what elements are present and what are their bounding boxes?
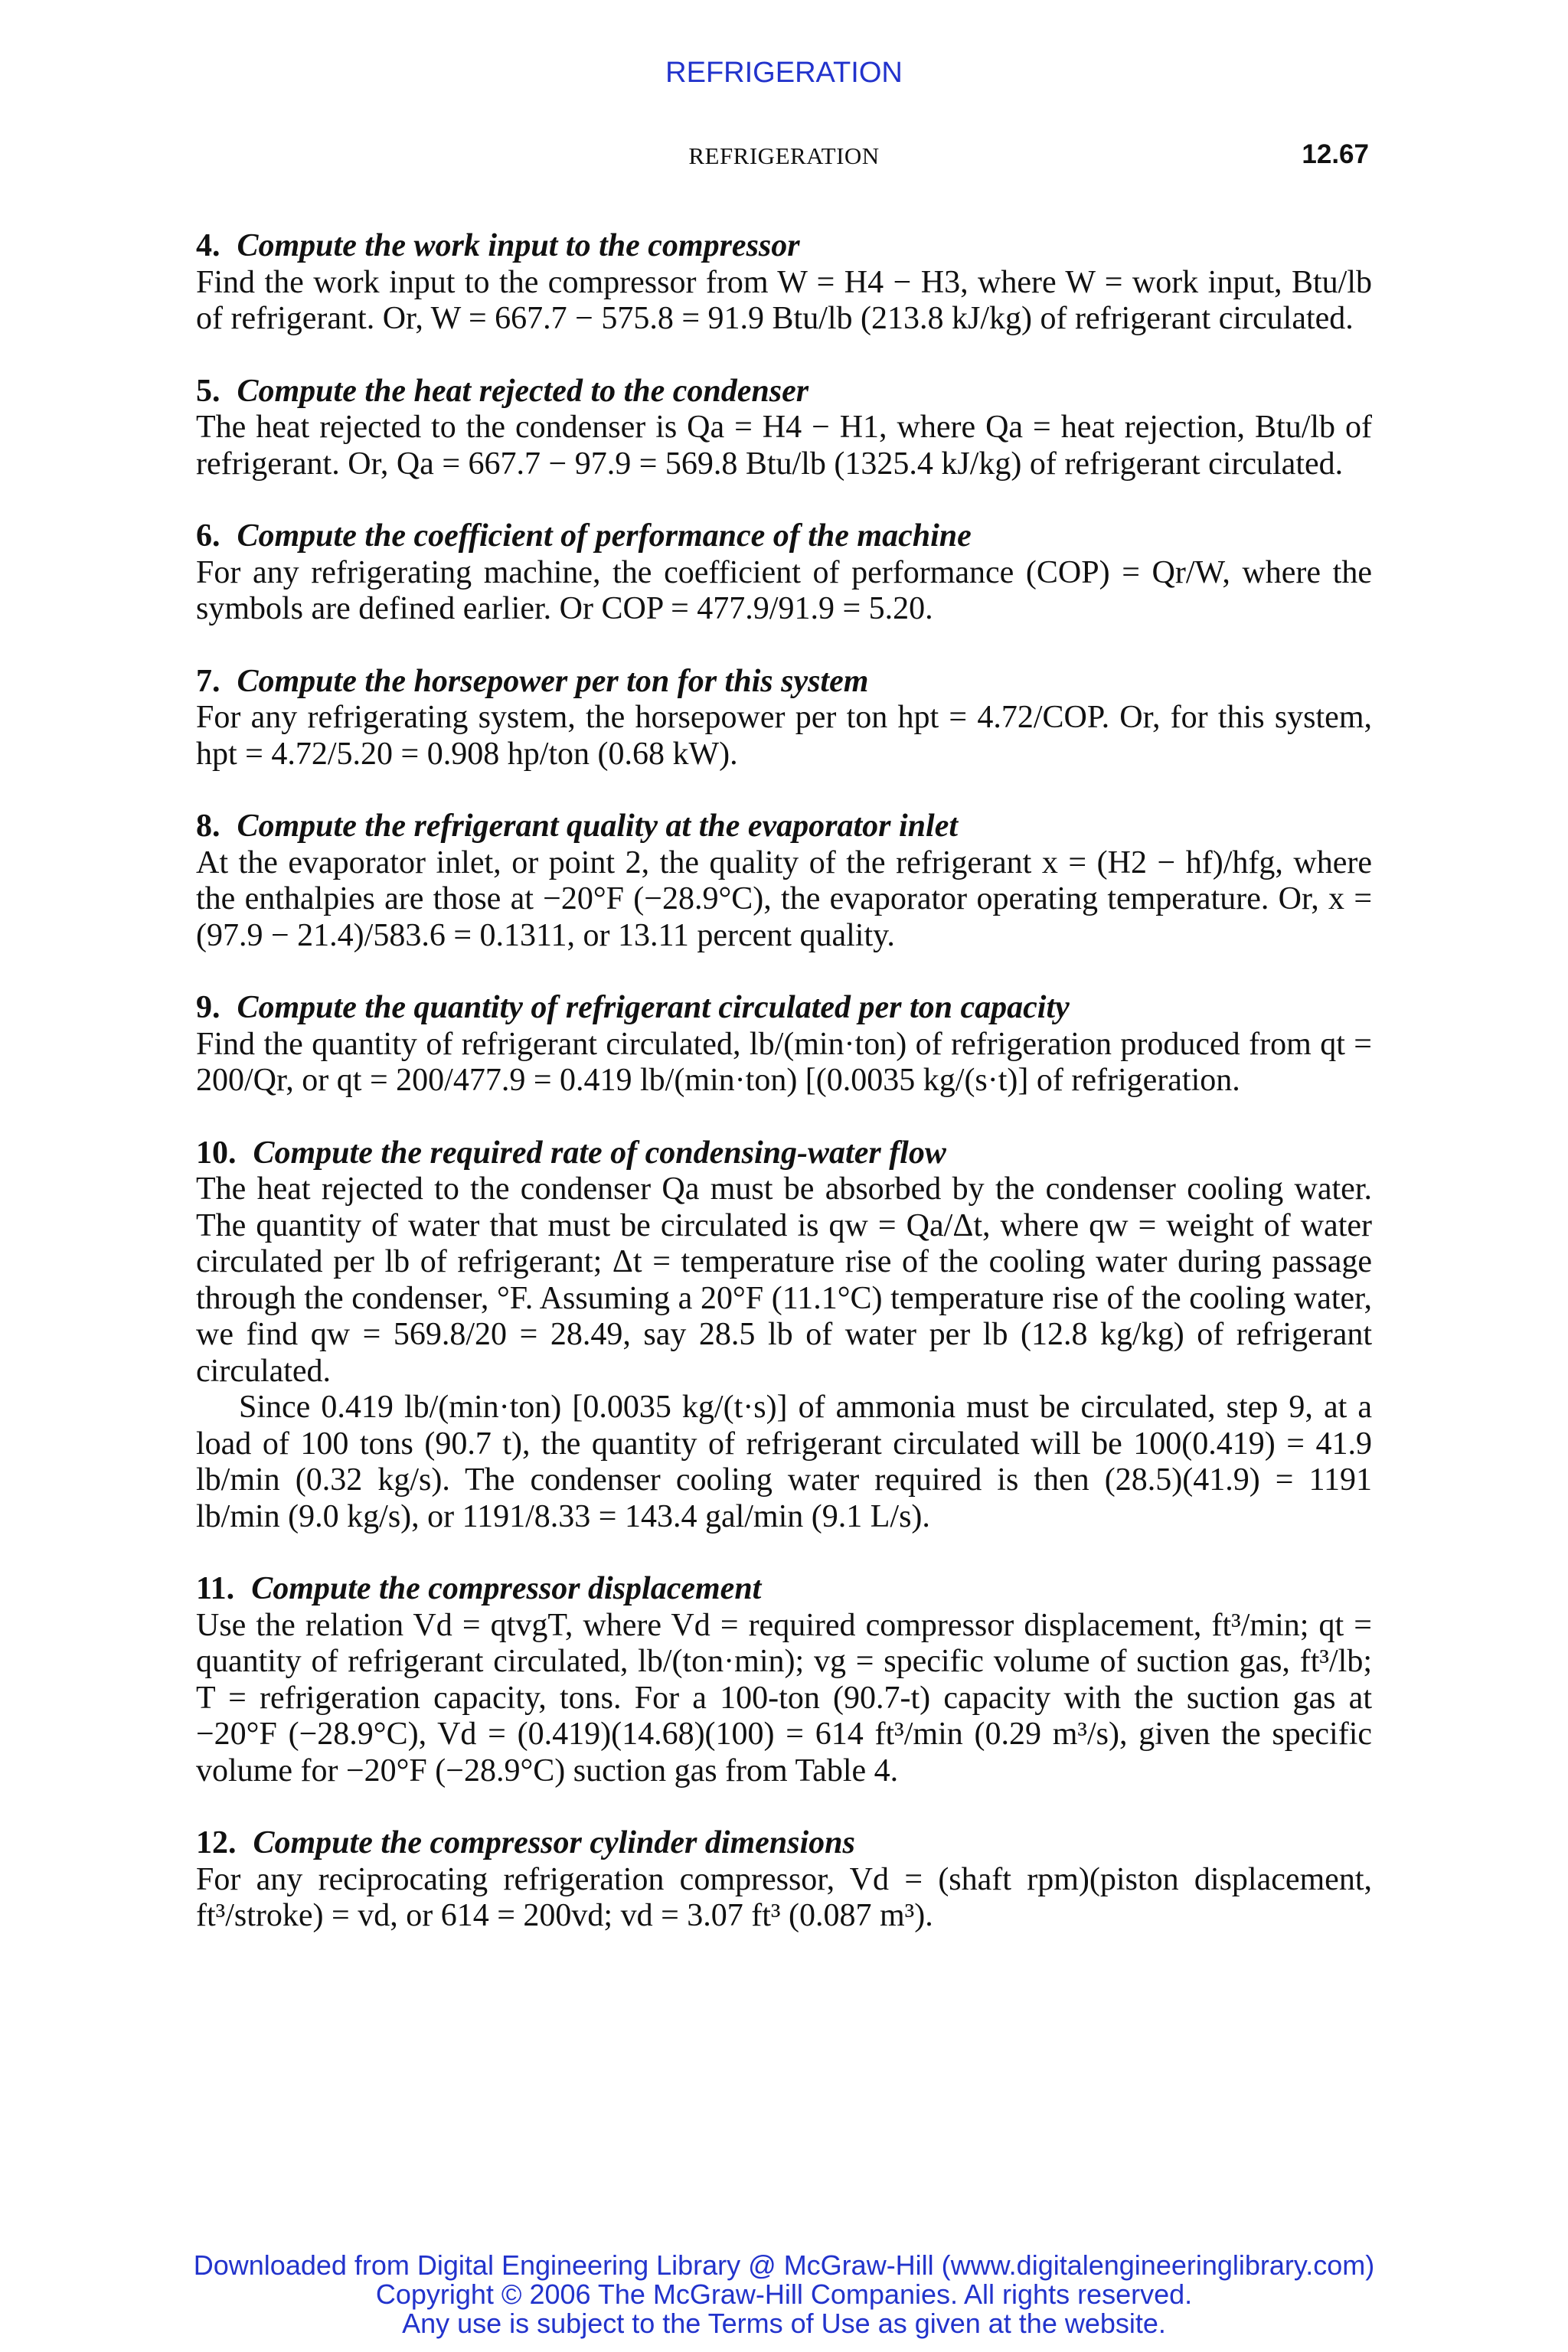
step-9 (196, 990, 1372, 1099)
step-paragraph: The heat rejected to the condenser Qa must be absorbed by the condenser cooling water. The quantity of water that must be circulated is qw = Qa/Δt, where qw = weight of water circulated per lb of refrigerant; Δt = temperature rise of the cooling water during passage through the condenser, °F. Assuming a 20°F (11.1°C) temperature rise of the cooling water, we find qw = 569.8/20 = 28.49, say 28.5 lb of water per lb (12.8 kg/kg) of refrigerant circulated. (196, 1171, 1372, 1389)
step-heading (196, 990, 1372, 1027)
footer-copyright: Copyright © 2006 The McGraw-Hill Companies. All rights reserved. (375, 2278, 1193, 2310)
page-body (196, 228, 1372, 1971)
step-paragraph: Find the quantity of refrigerant circulated, lb/(min·ton) of refrigeration produced from qt = 200/Qr, or qt = 200/477.9 = 0.419 lb/(min·ton) [(0.0035 kg/(s·t)] of refrigeration. (196, 1026, 1372, 1098)
step-number: 10. (196, 1135, 237, 1171)
step-title: Compute the refrigerant quality at the evaporator inlet (237, 808, 959, 844)
page-number: 12.67 (1302, 139, 1369, 169)
step-6 (196, 518, 1372, 628)
step-heading (196, 808, 1372, 845)
step-title: Compute the heat rejected to the condenser (237, 373, 809, 409)
step-heading (196, 1135, 1372, 1172)
footer-download-link[interactable]: Downloaded from Digital Engineering Library @ McGraw-Hill (www.digitalengineeringlibrary.com) (193, 2249, 1375, 2281)
step-paragraph: Since 0.419 lb/(min·ton) [0.0035 kg/(t·s)] of ammonia must be circulated, step 9, at a load of 100 tons (90.7 t), the quantity of refrigerant circulated will be 100(0.419) = 41.9 lb/min (0.32 kg/s). The condenser cooling water required is then (28.5)(41.9) = 1191 lb/min (9.0 kg/s), or 1191/8.33 = 143.4 gal/min (9.1 L/s). (196, 1390, 1372, 1534)
step-5 (196, 374, 1372, 483)
step-heading (196, 664, 1372, 701)
step-4 (196, 228, 1372, 338)
step-paragraph: For any reciprocating refrigeration compressor, Vd = (shaft rpm)(piston displacement, ft³/stroke) = vd, or 614 = 200vd; vd = 3.07 ft³ (0.087 m³). (196, 1861, 1372, 1933)
step-number: 7. (196, 663, 220, 699)
chapter-link[interactable]: REFRIGERATION (665, 57, 903, 89)
step-number: 12. (196, 1825, 237, 1860)
step-heading (196, 1571, 1372, 1608)
step-number: 11. (196, 1571, 235, 1606)
step-11 (196, 1571, 1372, 1789)
footer-terms-link[interactable]: Any use is subject to the Terms of Use as given at the website. (402, 2308, 1166, 2339)
step-number: 9. (196, 990, 220, 1025)
step-number: 6. (196, 518, 220, 554)
step-title: Compute the compressor cylinder dimensions (253, 1825, 855, 1860)
step-paragraph: Use the relation Vd = qtvgT, where Vd = required compressor displacement, ft³/min; qt = quantity of refrigerant circulated, lb/(ton·min); vg = specific volume of suction gas, ft³/lb; T = refrigeration capacity, tons. For a 100-ton (90.7-t) capacity with the suction gas at −20°F (−28.9°C), Vd = (0.419)(14.68)(100) = 614 ft³/min (0.29 m³/s), given the specific volume for −20°F (−28.9°C) suction gas from Table 4. (196, 1607, 1372, 1788)
step-paragraph: Find the work input to the compressor from W = H4 − H3, where W = work input, Btu/lb of refrigerant. Or, W = 667.7 − 575.8 = 91.9 Btu/lb (213.8 kJ/kg) of refrigerant circulated. (196, 264, 1372, 336)
step-heading (196, 374, 1372, 410)
step-title: Compute the horsepower per ton for this system (237, 663, 869, 699)
step-8 (196, 808, 1372, 954)
step-heading (196, 1825, 1372, 1862)
step-paragraph: For any refrigerating machine, the coefficient of performance (COP) = Qr/W, where the symbols are defined earlier. Or COP = 477.9/91.9 = 5.20. (196, 554, 1372, 626)
step-number: 4. (196, 228, 220, 263)
step-7 (196, 664, 1372, 773)
step-heading (196, 228, 1372, 265)
step-title: Compute the work input to the compressor (237, 228, 800, 263)
step-12 (196, 1825, 1372, 1935)
copyright-footer (0, 2251, 1568, 2338)
step-title: Compute the quantity of refrigerant circulated per ton capacity (237, 990, 1070, 1025)
step-number: 8. (196, 808, 220, 844)
step-10 (196, 1135, 1372, 1536)
step-number: 5. (196, 373, 220, 409)
step-paragraph: For any refrigerating system, the horsepower per ton hpt = 4.72/COP. Or, for this system, hpt = 4.72/5.20 = 0.908 hp/ton (0.68 kW). (196, 700, 1372, 772)
step-paragraph: The heat rejected to the condenser is Qa = H4 − H1, where Qa = heat rejection, Btu/lb of refrigerant. Or, Qa = 667.7 − 97.9 = 569.8 Btu/lb (1325.4 kJ/kg) of refrigerant circulated. (196, 410, 1372, 482)
step-heading (196, 518, 1372, 555)
step-title: Compute the compressor displacement (251, 1571, 762, 1606)
step-title: Compute the coefficient of performance of the machine (237, 518, 972, 554)
step-title: Compute the required rate of condensing-water flow (253, 1135, 946, 1171)
running-head: REFRIGERATION (688, 142, 880, 169)
step-paragraph: At the evaporator inlet, or point 2, the quality of the refrigerant x = (H2 − hf)/hfg, where the enthalpies are those at −20°F (−28.9°C), the evaporator operating temperature. Or, x = (97.9 − 21.4)/583.6 = 0.1311, or 13.11 percent quality. (196, 844, 1372, 953)
